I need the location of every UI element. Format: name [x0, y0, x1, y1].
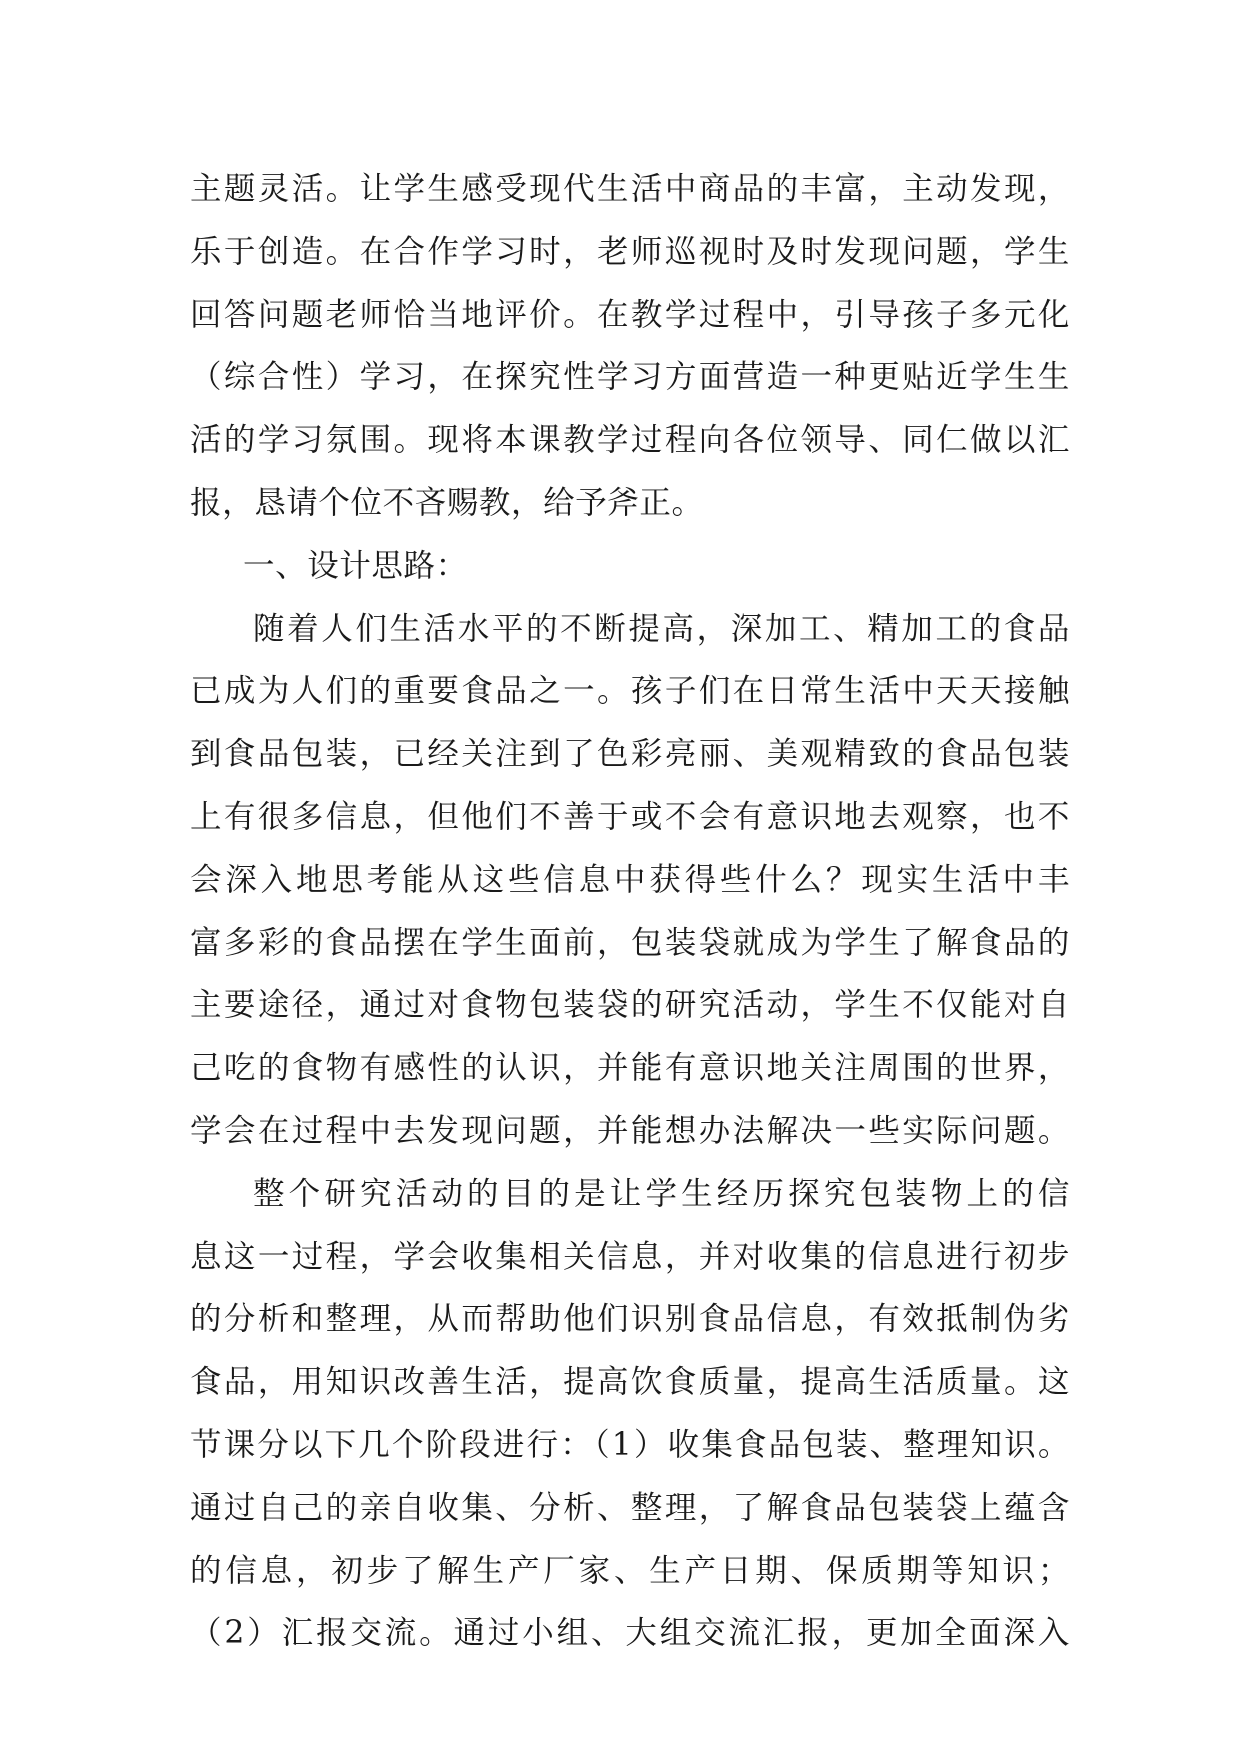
text-line: 会深入地思考能从这些信息中获得些什么？现实生活中丰 — [190, 861, 1070, 898]
text-line: 已成为人们的重要食品之一。孩子们在日常生活中天天接触 — [190, 673, 1070, 710]
section-heading: 一、设计思路： — [243, 547, 468, 584]
text-line: 息这一过程，学会收集相关信息，并对收集的信息进行初步 — [190, 1238, 1070, 1275]
text-line: （2）汇报交流。通过小组、大组交流汇报，更加全面深入 — [190, 1615, 1070, 1652]
text-line: 乐于创造。在合作学习时，老师巡视时及时发现问题，学生 — [190, 233, 1070, 270]
text-line: 上有很多信息，但他们不善于或不会有意识地去观察，也不 — [190, 798, 1070, 835]
text-line: 整个研究活动的目的是让学生经历探究包装物上的信 — [253, 1175, 1070, 1212]
text-line: 活的学习氛围。现将本课教学过程向各位领导、同仁做以汇 — [190, 422, 1070, 459]
text-line: 到食品包装，已经关注到了色彩亮丽、美观精致的食品包装 — [190, 736, 1070, 773]
text-line: 的分析和整理，从而帮助他们识别食品信息，有效抵制伪劣 — [190, 1301, 1070, 1338]
text-line: 随着人们生活水平的不断提高，深加工、精加工的食品 — [253, 610, 1070, 647]
text-line: 通过自己的亲自收集、分析、整理，了解食品包装袋上蕴含 — [190, 1489, 1070, 1526]
text-line: 回答问题老师恰当地评价。在教学过程中，引导孩子多元化 — [190, 296, 1070, 333]
text-line: 主要途径，通过对食物包装袋的研究活动，学生不仅能对自 — [190, 987, 1070, 1024]
text-line: 食品，用知识改善生活，提高饮食质量，提高生活质量。这 — [190, 1364, 1070, 1401]
body-text — [190, 158, 1070, 1665]
text-line: 节课分以下几个阶段进行：（1）收集食品包装、整理知识。 — [190, 1426, 1070, 1463]
text-line: 的信息，初步了解生产厂家、生产日期、保质期等知识； — [190, 1552, 1070, 1589]
text-line: 己吃的食物有感性的认识，并能有意识地关注周围的世界， — [190, 1050, 1070, 1087]
text-line: 主题灵活。让学生感受现代生活中商品的丰富，主动发现， — [190, 171, 1070, 207]
text-line: 富多彩的食品摆在学生面前，包装袋就成为学生了解食品的 — [190, 924, 1070, 961]
text-line: 学会在过程中去发现问题，并能想办法解决一些实际问题。 — [190, 1112, 1070, 1149]
text-line: 报，恳请个位不吝赐教，给予斧正。 — [190, 484, 704, 521]
text-line: （综合性）学习，在探究性学习方面营造一种更贴近学生生 — [190, 359, 1070, 396]
